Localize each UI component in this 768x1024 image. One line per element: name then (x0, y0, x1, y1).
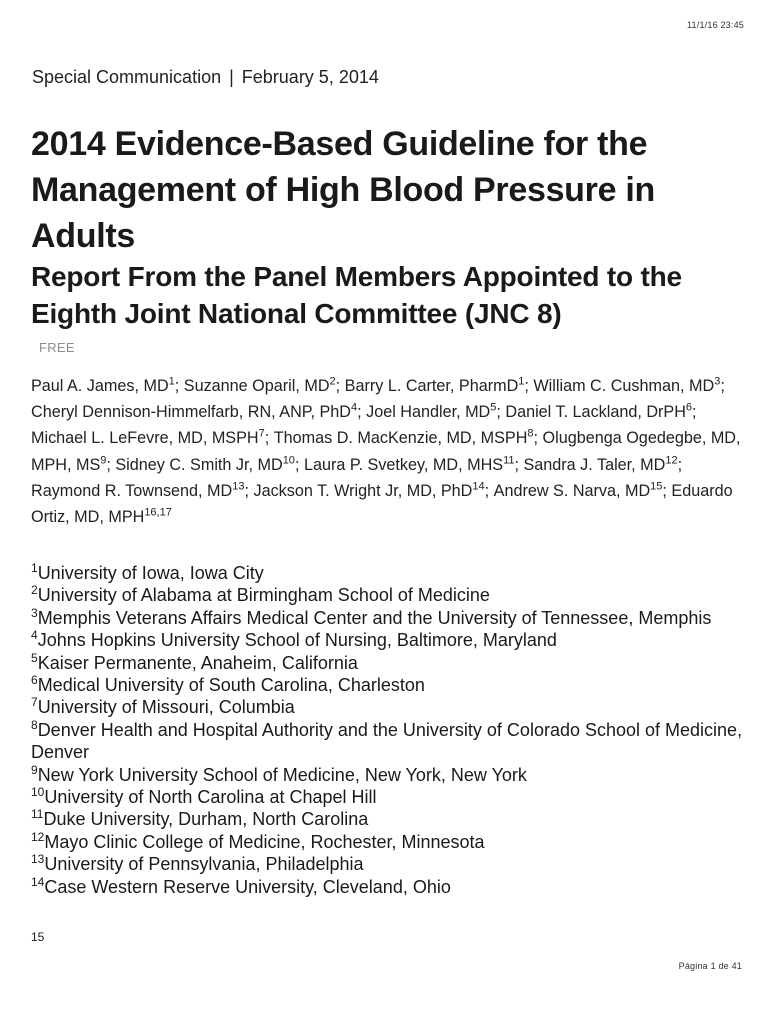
author-name[interactable]: Laura P. Svetkey, MD, MHS (303, 455, 504, 474)
free-access-badge: FREE (39, 340, 75, 355)
author-item[interactable] (31, 403, 366, 421)
author-item[interactable] (505, 403, 696, 421)
author-item[interactable] (533, 377, 724, 395)
affiliation-text: University of Pennsylvania, Philadelphia (44, 854, 364, 875)
author-separator: ; (335, 377, 345, 395)
affiliation-number: 9 (31, 762, 38, 777)
author-affiliation-ref: 15 (650, 480, 663, 493)
author-separator: ; (514, 455, 524, 474)
affiliation-item (31, 719, 743, 764)
author-separator: ; (244, 481, 254, 500)
affiliation-text: Memphis Veterans Affairs Medical Center and the University of Tennessee, Memphis (37, 607, 712, 628)
author-item[interactable] (253, 482, 493, 500)
author-name[interactable]: Andrew S. Narva, MD (493, 481, 651, 500)
affiliation-number: 10 (31, 785, 45, 800)
author-affiliation-ref: 8 (527, 428, 534, 441)
author-separator: ; (662, 481, 672, 500)
author-separator: ; (106, 455, 116, 474)
author-name[interactable]: Sandra J. Taler, MD (523, 455, 666, 474)
author-separator: ; (524, 377, 534, 395)
affiliation-item (31, 764, 743, 786)
author-separator: ; (692, 403, 697, 422)
author-name[interactable]: Thomas D. MacKenzie, MD, MSPH (273, 429, 528, 448)
affiliation-number: 5 (31, 650, 38, 665)
print-timestamp: 11/1/16 23:45 (687, 20, 744, 30)
author-affiliation-ref: 10 (282, 454, 295, 467)
affiliation-text: University of North Carolina at Chapel Hill (44, 787, 377, 808)
author-item[interactable] (304, 456, 524, 474)
author-name[interactable]: Joel Handler, MD (366, 403, 491, 422)
author-item[interactable] (115, 456, 304, 474)
author-affiliation-ref: 6 (685, 401, 693, 414)
affiliation-text: New York University School of Medicine, New York, New York (37, 764, 527, 785)
truncated-affiliation-text: 15 (31, 930, 45, 944)
author-separator: ; (357, 403, 367, 422)
affiliation-text: Duke University, Durham, North Carolina (43, 809, 369, 830)
author-name[interactable]: Daniel T. Lackland, DrPH (505, 403, 686, 422)
affiliation-text: Johns Hopkins University School of Nursing, Baltimore, Maryland (37, 630, 557, 651)
author-separator: ; (496, 403, 506, 422)
affiliation-item (31, 786, 743, 808)
affiliation-text: University of Iowa, Iowa City (37, 563, 264, 583)
author-item[interactable] (31, 429, 274, 447)
author-item[interactable] (345, 377, 534, 395)
page-counter: Página 1 de 41 (678, 961, 742, 971)
author-affiliation-ref: 13 (232, 480, 245, 493)
affiliation-item (31, 831, 743, 853)
author-affiliation-ref: 9 (100, 454, 107, 467)
affiliation-number: 4 (31, 628, 38, 643)
affiliation-number: 7 (31, 695, 38, 710)
author-separator: ; (720, 377, 725, 395)
author-affiliation-ref: 2 (329, 375, 336, 388)
author-affiliation-ref: 4 (350, 401, 358, 414)
author-affiliation-ref: 1 (168, 375, 175, 388)
truncated-affiliation-number (31, 930, 47, 944)
author-separator: ; (264, 429, 274, 448)
affiliation-item (31, 629, 743, 651)
author-name[interactable]: Barry L. Carter, PharmD (344, 377, 519, 395)
affiliation-item (31, 562, 743, 584)
author-item[interactable] (366, 403, 505, 421)
author-name[interactable]: Olugbenga Ogedegbe, MD, MPH, MS (31, 429, 741, 474)
author-name[interactable]: Jackson T. Wright Jr, MD, PhD (253, 481, 473, 500)
author-separator: ; (533, 429, 543, 448)
affiliation-number: 1 (31, 561, 38, 575)
author-affiliation-ref: 12 (665, 454, 678, 467)
affiliation-item (31, 674, 743, 696)
affiliation-number: 6 (31, 673, 38, 688)
article-meta-line (32, 67, 379, 88)
author-affiliation-ref: 11 (503, 454, 515, 467)
author-affiliation-ref: 7 (258, 428, 265, 441)
affiliation-item (31, 652, 743, 674)
author-affiliation-ref: 3 (714, 375, 721, 388)
affiliation-item (31, 853, 743, 875)
author-separator: ; (174, 377, 184, 395)
author-separator: ; (294, 455, 304, 474)
affiliation-item (31, 584, 743, 606)
author-name[interactable]: Michael L. LeFevre, MD, MSPH (31, 429, 259, 448)
author-item[interactable] (274, 429, 543, 447)
affiliation-text: University of Alabama at Birmingham School of Medicine (37, 585, 490, 606)
affiliation-text: Denver Health and Hospital Authority and the University of Colorado School of Medicine, Denver (31, 719, 743, 763)
author-name[interactable]: Raymond R. Townsend, MD (31, 481, 233, 500)
affiliation-text: University of Missouri, Columbia (37, 697, 295, 718)
article-type: Special Communication (32, 67, 222, 87)
publication-date: February 5, 2014 (241, 67, 379, 87)
author-name[interactable]: Eduardo Ortiz, MD, MPH (31, 481, 733, 527)
author-name[interactable]: Sidney C. Smith Jr, MD (115, 455, 283, 474)
author-item[interactable] (494, 482, 672, 500)
affiliation-list (31, 562, 743, 898)
affiliation-number: 13 (31, 852, 45, 867)
affiliation-text: Medical University of South Carolina, Charleston (37, 675, 425, 696)
author-name[interactable]: William C. Cushman, MD (533, 377, 715, 395)
author-affiliation-ref: 16,17 (144, 506, 172, 519)
author-name[interactable]: Cheryl Dennison-Himmelfarb, RN, ANP, PhD (31, 403, 351, 422)
article-subtitle: Report From the Panel Members Appointed to the Eighth Joint National Committee (JNC 8) (31, 261, 682, 329)
author-item[interactable] (31, 482, 253, 500)
author-name[interactable]: Paul A. James, MD (31, 377, 169, 395)
meta-separator: | (229, 67, 234, 87)
affiliation-number: 14 (31, 874, 45, 889)
author-item[interactable] (523, 456, 682, 474)
affiliation-number: 3 (31, 605, 38, 620)
author-separator: ; (677, 455, 683, 474)
affiliation-item (31, 808, 743, 830)
author-affiliation-ref: 1 (518, 375, 525, 388)
author-name[interactable]: Suzanne Oparil, MD (183, 377, 330, 395)
affiliation-number: 12 (31, 829, 45, 844)
author-item[interactable] (31, 377, 184, 395)
affiliation-item (31, 696, 743, 718)
affiliation-number: 8 (31, 717, 38, 732)
affiliation-item (31, 607, 743, 629)
author-affiliation-ref: 14 (472, 480, 485, 493)
affiliation-number: 11 (31, 807, 44, 822)
affiliation-text: Mayo Clinic College of Medicine, Rochester, Minnesota (44, 831, 485, 852)
affiliation-item (31, 876, 743, 898)
article-title: 2014 Evidence-Based Guideline for the Management of High Blood Pressure in Adults (31, 125, 655, 255)
affiliation-number: 2 (31, 583, 38, 598)
author-separator: ; (484, 481, 494, 500)
affiliation-text: Case Western Reserve University, Cleveland, Ohio (44, 876, 451, 897)
author-affiliation-ref: 5 (490, 401, 497, 414)
author-list (31, 373, 743, 530)
author-item[interactable] (184, 377, 345, 395)
affiliation-text: Kaiser Permanente, Anaheim, California (37, 652, 358, 673)
